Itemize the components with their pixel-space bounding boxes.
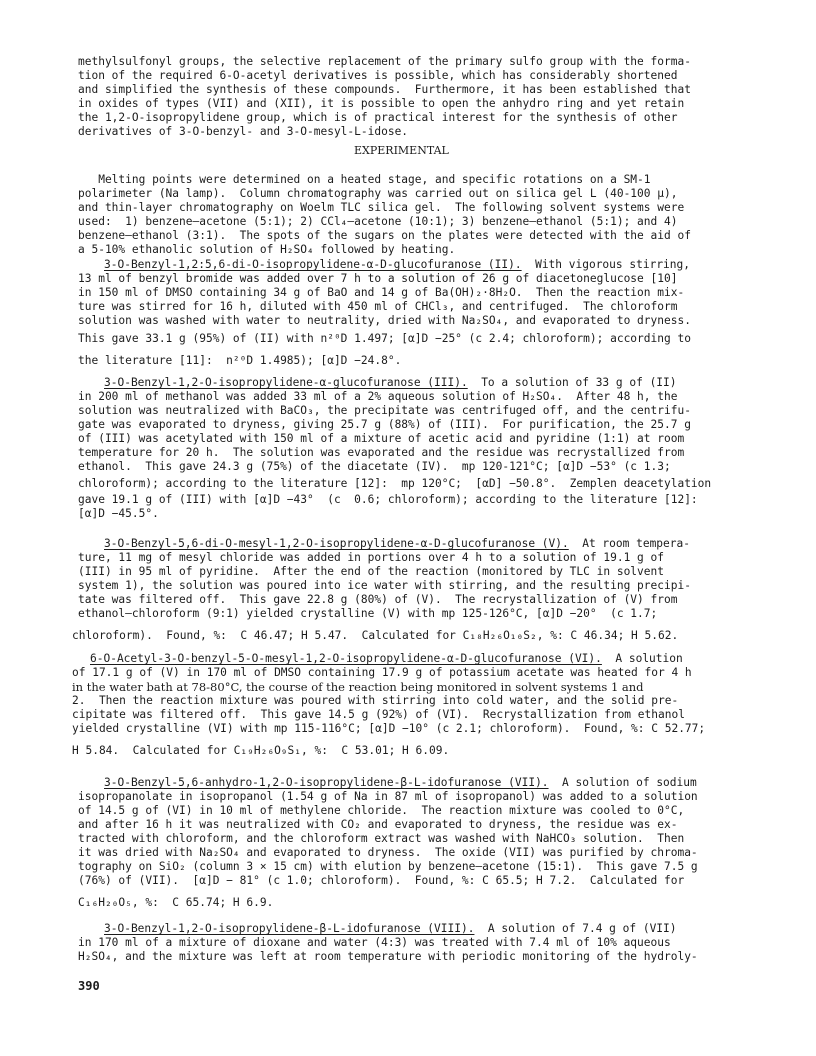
text-line: chloroform); according to the literature [12]: mp 120°C; [αD] −50.8°. Zemplen deacetylation: [78, 477, 712, 490]
text-line: solution was washed with water to neutrality, dried with Na₂SO₄, and evaporated to dryness.: [78, 314, 691, 327]
text-line: cipitate was filtered off. This gave 14.5 g (92%) of (VI). Recrystallization from ethanol: [72, 708, 685, 721]
text-line: of 17.1 g of (V) in 170 ml of DMSO containing 17.9 g of potassium acetate was heated for 4 h: [72, 666, 692, 679]
text-line: tate was filtered off. This gave 22.8 g (80%) of (V). The recrystallization of (V) from: [78, 593, 678, 606]
text-line: methylsulfonyl groups, the selective replacement of the primary sulfo group with the forma-: [78, 55, 691, 68]
text-line: (76%) of (VII). [α]D − 81° (c 1.0; chloroform). Found, %: C 65.5; H 7.2. Calculated for: [78, 874, 685, 887]
text-line: the literature [11]: n²⁰D 1.4985); [α]D −24.8°.: [78, 354, 402, 367]
text-line: tography on SiO₂ (column 3 × 15 cm) with elution by benzene–acetone (15:1). This gave 7.5 g: [78, 860, 698, 873]
text-line: in the water bath at 78-80°C, the course of the reaction being monitored in solvent systems 1 and: [72, 680, 644, 694]
text-line: H 5.84. Calculated for C₁₉H₂₆O₉S₁, %: C 53.01; H 6.09.: [72, 744, 450, 757]
text-line: it was dried with Na₂SO₄ and evaporated to dryness. The oxide (VII) was purified by chroma-: [78, 846, 698, 859]
text-line: C₁₆H₂₀O₅, %: C 65.74; H 6.9.: [78, 896, 274, 909]
section-heading: EXPERIMENTAL: [354, 144, 449, 157]
text-line: the 1,2-O-isopropylidene group, which is of practical interest for the synthesis of other: [78, 111, 678, 124]
text-line: in 150 ml of DMSO containing 34 g of BaO and 14 g of Ba(OH)₂·8H₂O. Then the reaction mix-: [78, 286, 685, 299]
text-line: 3-O-Benzyl-5,6-anhydro-1,2-O-isopropylidene-β-L-idofuranose (VII). A solution of sodium: [104, 776, 697, 789]
text-line: benzene–ethanol (3:1). The spots of the sugars on the plates were detected with the aid of: [78, 229, 691, 242]
compound-title: 3-O-Benzyl-1,2-O-isopropylidene-α-glucofuranose (III).: [104, 376, 468, 389]
text-line: ture, 11 mg of mesyl chloride was added in portions over 4 h to a solution of 19.1 g of: [78, 551, 664, 564]
text-line: This gave 33.1 g (95%) of (II) with n²⁰D 1.497; [α]D −25° (c 2.4; chloroform); according to: [78, 332, 691, 345]
text-line: [α]D −45.5°.: [78, 507, 159, 520]
text-line: temperature for 20 h. The solution was evaporated and the residue was recrystallized from: [78, 446, 685, 459]
text-line: in 200 ml of methanol was added 33 ml of a 2% aqueous solution of H₂SO₄. After 48 h, the: [78, 390, 678, 403]
text-line: a 5-10% ethanolic solution of H₂SO₄ followed by heating.: [78, 243, 456, 256]
text-line: solution was neutralized with BaCO₃, the precipitate was centrifuged off, and the centrifu-: [78, 404, 691, 417]
text-line: Melting points were determined on a heated stage, and specific rotations on a SM-1: [78, 173, 651, 186]
text-line: 13 ml of benzyl bromide was added over 7 h to a solution of 26 g of diacetoneglucose [10]: [78, 272, 678, 285]
text-line: and after 16 h it was neutralized with CO₂ and evaporated to dryness, the residue was ex-: [78, 818, 678, 831]
text-line: used: 1) benzene–acetone (5:1); 2) CCl₄–acetone (10:1); 3) benzene–ethanol (5:1); and 4): [78, 215, 678, 228]
text-line: tion of the required 6-O-acetyl derivatives is possible, which has considerably shortened: [78, 69, 678, 82]
text-line: gave 19.1 g of (III) with [α]D −43° (c 0.6; chloroform); according to the literature [12]:: [78, 493, 698, 506]
compound-title: 3-O-Benzyl-1,2:5,6-di-O-isopropylidene-α-D-glucofuranose (II).: [104, 258, 522, 271]
text-line: and simplified the synthesis of these compounds. Furthermore, it has been established that: [78, 83, 691, 96]
text-line: of (III) was acetylated with 150 ml of a mixture of acetic acid and pyridine (1:1) at room: [78, 432, 685, 445]
text-line: ture was stirred for 16 h, diluted with 450 ml of CHCl₃, and centrifuged. The chloroform: [78, 300, 678, 313]
text-line: H₂SO₄, and the mixture was left at room temperature with periodic monitoring of the hydroly-: [78, 950, 698, 963]
text-line: chloroform). Found, %: C 46.47; H 5.47. Calculated for C₁₈H₂₆O₁₀S₂, %: C 46.34; H 5.62.: [72, 629, 679, 642]
text-line: yielded crystalline (VI) with mp 115-116°C; [α]D −10° (c 2.1; chloroform). Found, %: C 52.77;: [72, 722, 706, 735]
text-line: 3-O-Benzyl-1,2-O-isopropylidene-α-glucofuranose (III). To a solution of 33 g of (II): [104, 376, 677, 389]
text-line: isopropanolate in isopropanol (1.54 g of Na in 87 ml of isopropanol) was added to a solution: [78, 790, 698, 803]
compound-title: 6-O-Acetyl-3-O-benzyl-5-O-mesyl-1,2-O-isopropylidene-α-D-glucofuranose (VI).: [90, 652, 602, 665]
text-line: tracted with chloroform, and the chloroform extract was washed with NaHCO₃ solution. Then: [78, 832, 685, 845]
text-line: 3-O-Benzyl-1,2-O-isopropylidene-β-L-idofuranose (VIII). A solution of 7.4 g of (VII): [104, 922, 677, 935]
compound-title: 3-O-Benzyl-1,2-O-isopropylidene-β-L-idofuranose (VIII).: [104, 922, 475, 935]
text-line: 2. Then the reaction mixture was poured with stirring into cold water, and the solid pre-: [72, 694, 679, 707]
text-line: system 1), the solution was poured into ice water with stirring, and the resulting precipi-: [78, 579, 691, 592]
text-line: 3-O-Benzyl-1,2:5,6-di-O-isopropylidene-α-D-glucofuranose (II). With vigorous stirring,: [104, 258, 690, 271]
text-line: 6-O-Acetyl-3-O-benzyl-5-O-mesyl-1,2-O-isopropylidene-α-D-glucofuranose (VI). A solution: [90, 652, 683, 665]
page-number: 390: [78, 979, 100, 993]
text-line: 3-O-Benzyl-5,6-di-O-mesyl-1,2-O-isopropylidene-α-D-glucofuranose (V). At room tempera-: [104, 537, 690, 550]
text-line: derivatives of 3-O-benzyl- and 3-O-mesyl-L-idose.: [78, 125, 409, 138]
text-line: in oxides of types (VII) and (XII), it is possible to open the anhydro ring and yet retain: [78, 97, 685, 110]
text-line: and thin-layer chromatography on Woelm TLC silica gel. The following solvent systems were: [78, 201, 685, 214]
text-line: gate was evaporated to dryness, giving 25.7 g (88%) of (III). For purification, the 25.7 g: [78, 418, 691, 431]
text-line: (III) in 95 ml of pyridine. After the end of the reaction (monitored by TLC in solvent: [78, 565, 664, 578]
text-line: ethanol–chloroform (9:1) yielded crystalline (V) with mp 125-126°C, [α]D −20° (c 1.7;: [78, 607, 658, 620]
text-line: polarimeter (Na lamp). Column chromatography was carried out on silica gel L (40-100 µ),: [78, 187, 678, 200]
text-line: in 170 ml of a mixture of dioxane and water (4:3) was treated with 7.4 ml of 10% aqueous: [78, 936, 671, 949]
compound-title: 3-O-Benzyl-5,6-di-O-mesyl-1,2-O-isopropylidene-α-D-glucofuranose (V).: [104, 537, 569, 550]
text-line: ethanol. This gave 24.3 g (75%) of the diacetate (IV). mp 120-121°C; [α]D −53° (c 1.3;: [78, 460, 671, 473]
compound-title: 3-O-Benzyl-5,6-anhydro-1,2-O-isopropylidene-β-L-idofuranose (VII).: [104, 776, 549, 789]
text-line: of 14.5 g of (VI) in 10 ml of methylene chloride. The reaction mixture was cooled to 0°C,: [78, 804, 685, 817]
